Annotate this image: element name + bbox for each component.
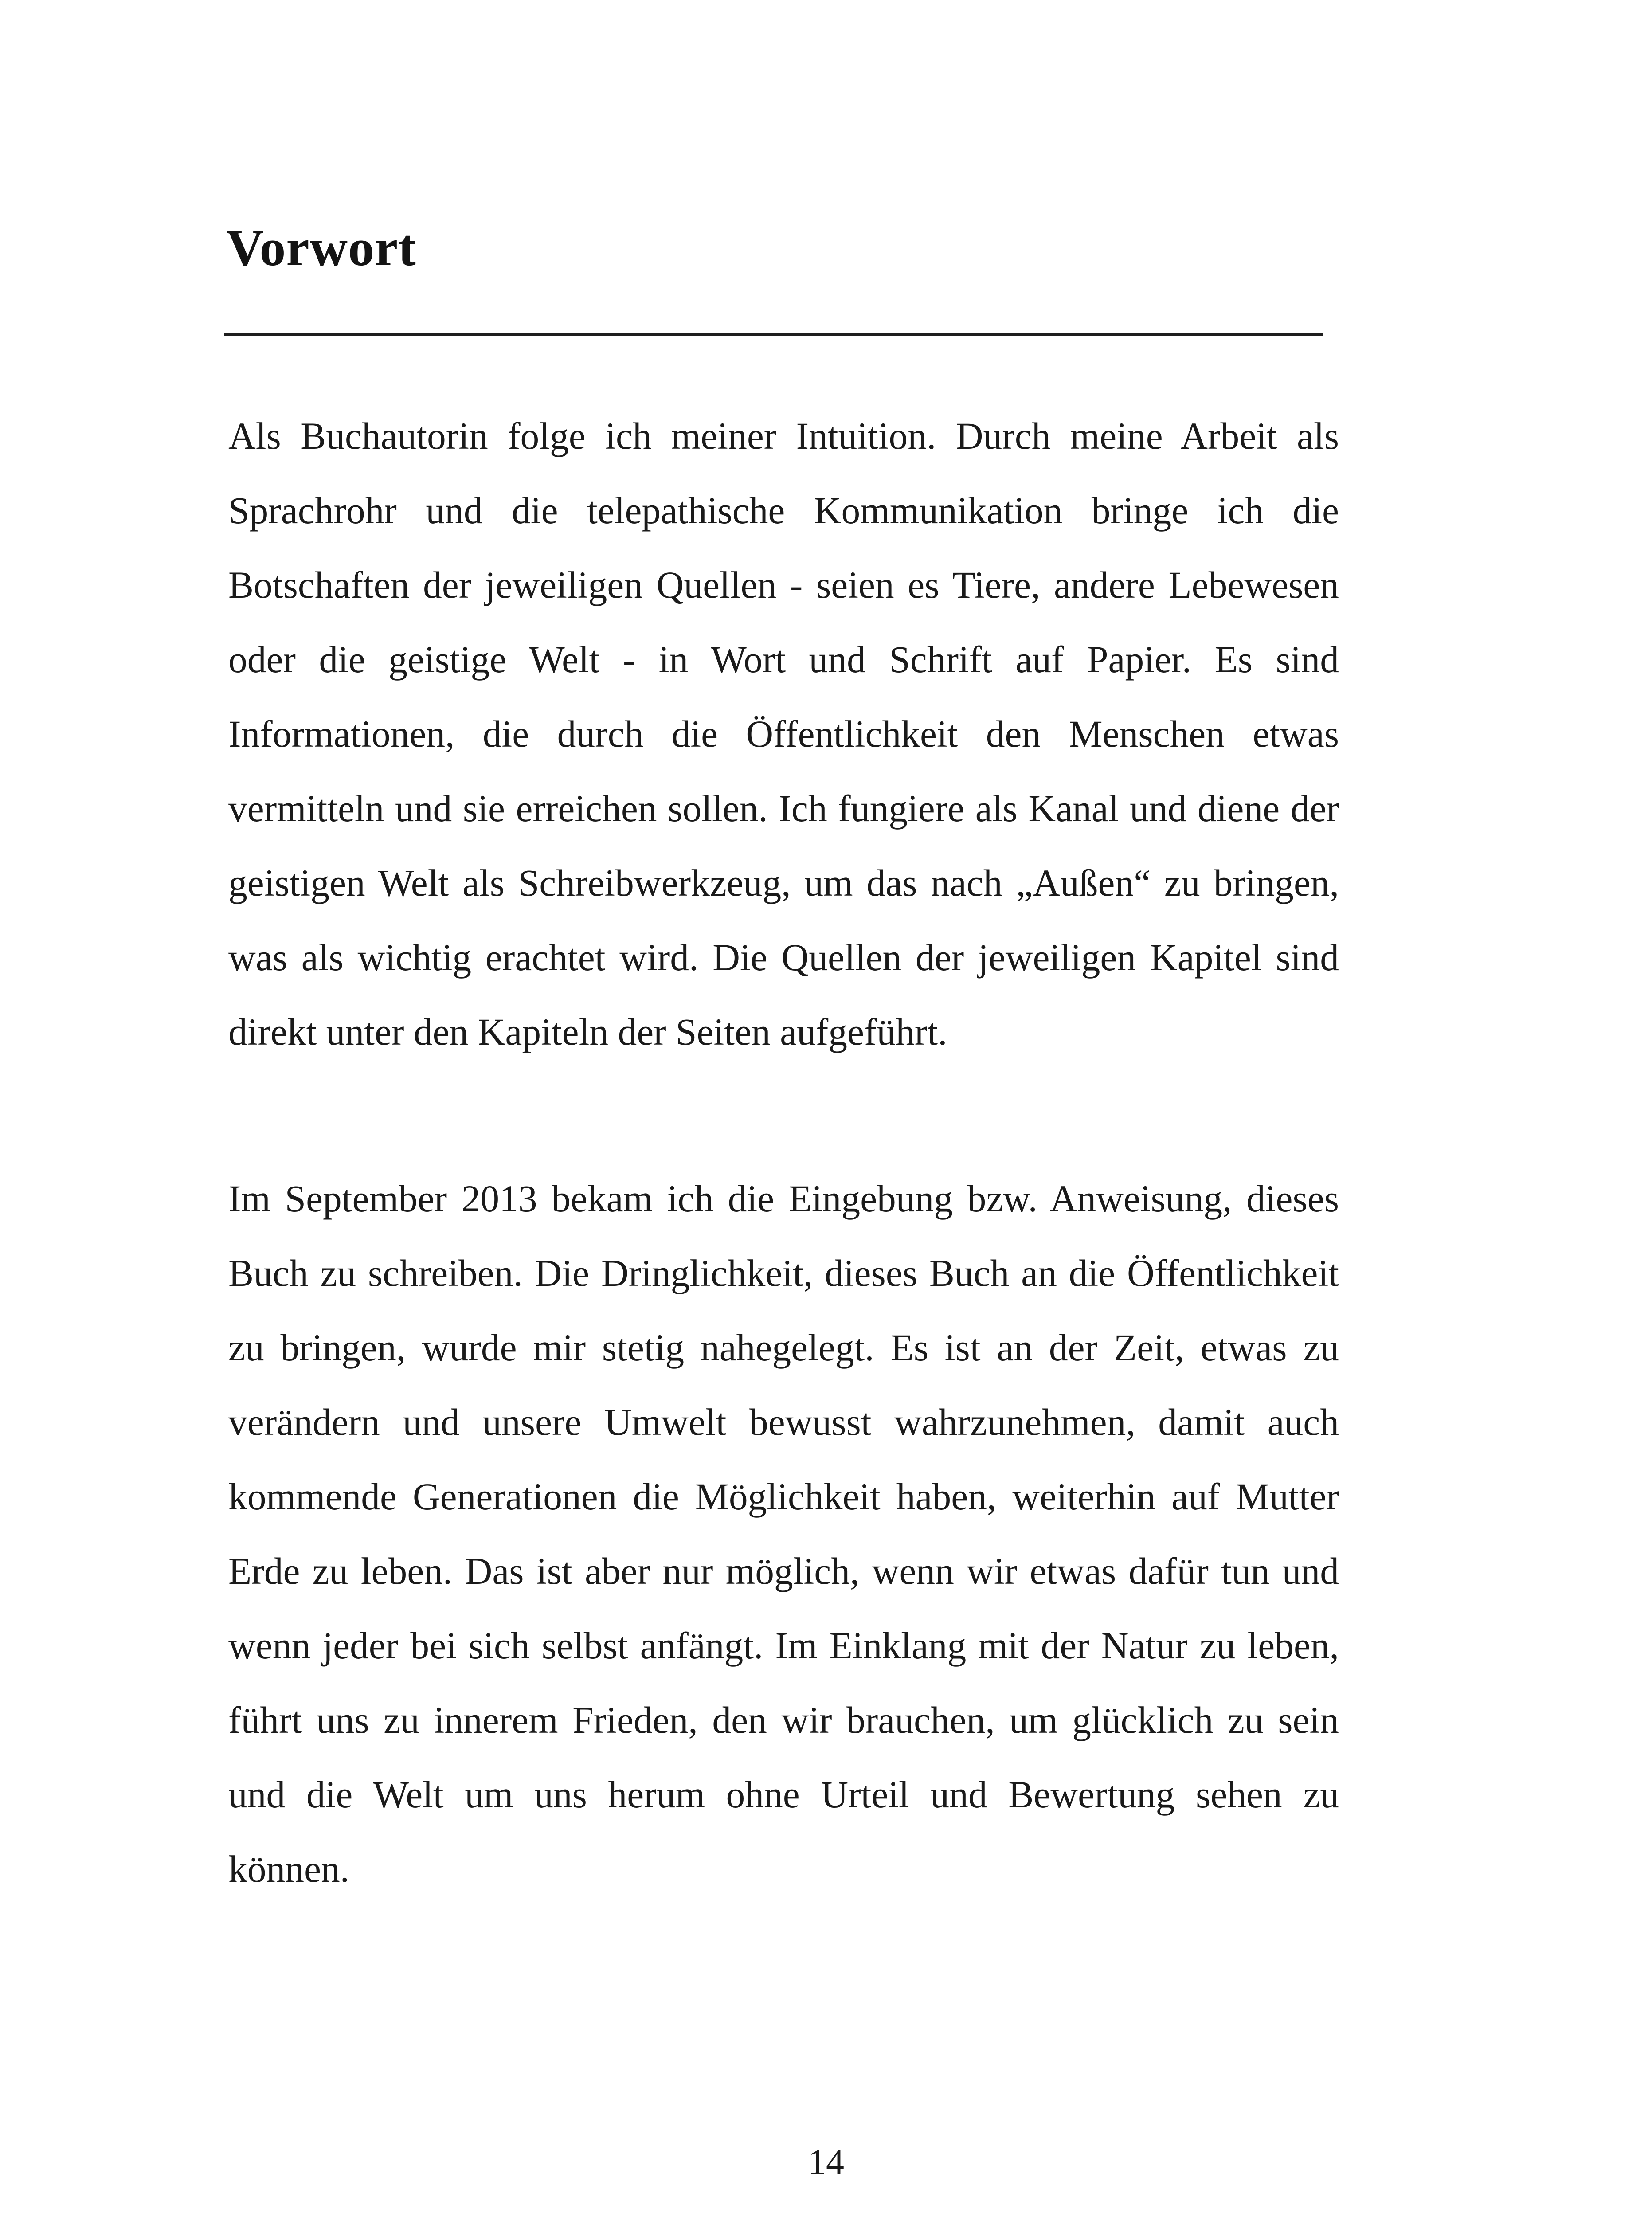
page-number: 14 <box>808 2142 844 2182</box>
paragraph-intuition: Als Buchautorin folge ich meiner Intuition. Durch meine Arbeit als Sprachrohr und die telepathische Kommunikation bringe ich die Botschaften der jeweiligen Quellen - seien es Tiere, andere Lebewesen oder die geistige Welt - in Wort und Schrift auf Papier. Es sind Informationen, die durch die Öffentlichkeit den Menschen etwas vermitteln und sie erreichen sollen. Ich fungiere als Kanal und diene der geistigen Welt als Schreibwerkzeug, um das nach „Außen“ zu bringen, was als wichtig erachtet wird. Die Quellen der jeweiligen Kapitel sind direkt unter den Kapiteln der Seiten aufgeführt. <box>228 415 1339 1053</box>
chapter-title: Vorwort <box>226 219 416 277</box>
title-underline-rule <box>224 333 1323 336</box>
paragraph-september-2013: Im September 2013 bekam ich die Eingebung bzw. Anweisung, dieses Buch zu schreiben. Die Dringlichkeit, dieses Buch an die Öffentlichkeit zu bringen, wurde mir stetig nahegelegt. Es ist an der Zeit, etwas zu verändern und unsere Umwelt bewusst wahrzunehmen, damit auch kommende Generationen die Möglichkeit haben, weiterhin auf Mutter Erde zu leben. Das ist aber nur möglich, wenn wir etwas dafür tun und wenn jeder bei sich selbst anfängt. Im Einklang mit der Natur zu leben, führt uns zu innerem Frieden, den wir brauchen, um glücklich zu sein und die Welt um uns herum ohne Urteil und Bewertung sehen zu können. <box>228 1178 1339 1890</box>
